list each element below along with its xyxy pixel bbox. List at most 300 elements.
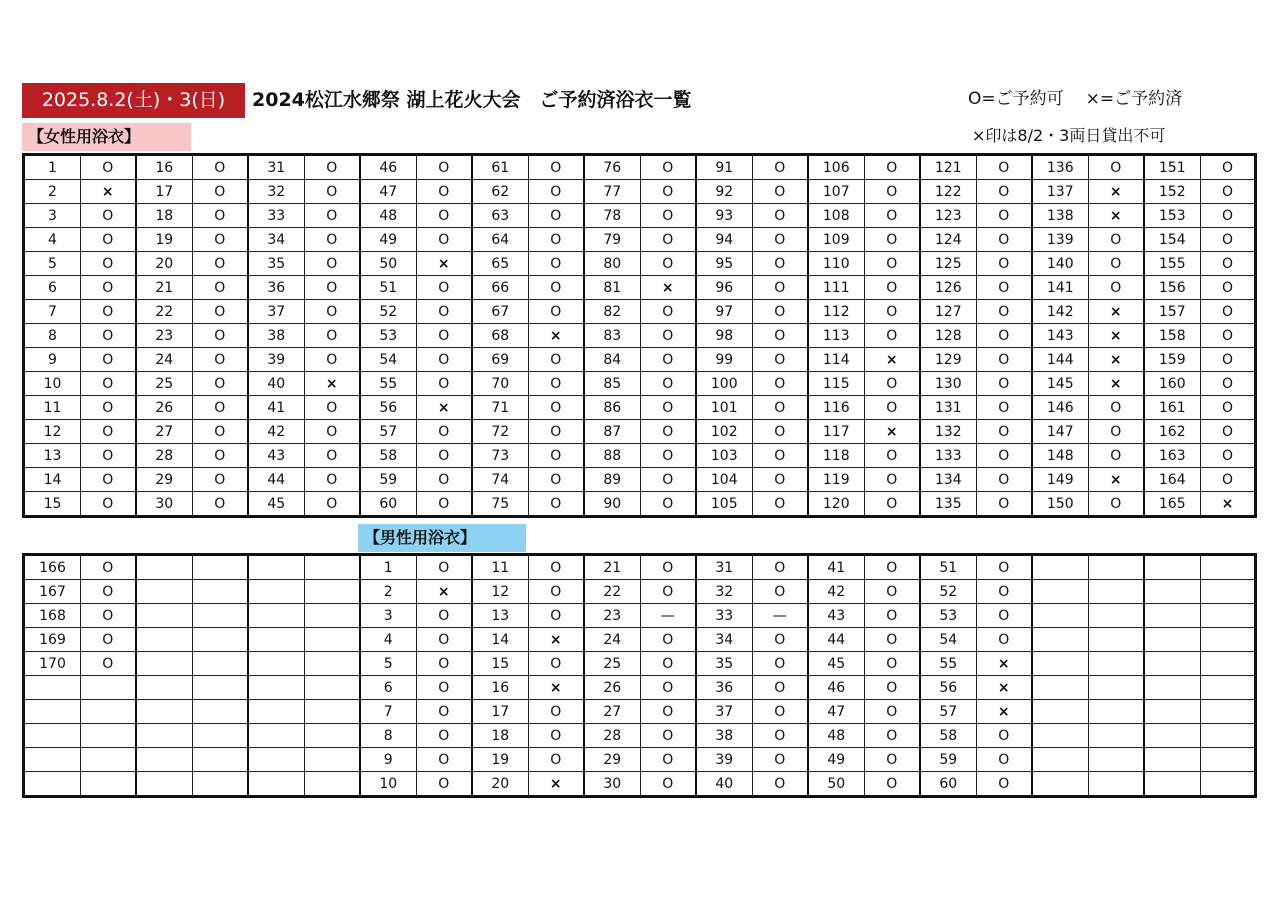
available-mark: O	[529, 604, 584, 628]
reserved-mark: ×	[977, 676, 1032, 700]
yukata-number: 16	[136, 155, 193, 180]
available-mark: O	[1089, 420, 1144, 444]
empty-cell	[248, 604, 305, 628]
yukata-number: 39	[696, 748, 753, 772]
empty-cell	[1089, 676, 1144, 700]
yukata-number: 45	[248, 492, 305, 517]
yukata-number: 28	[136, 444, 193, 468]
yukata-number: 8	[24, 324, 81, 348]
available-mark: O	[193, 444, 248, 468]
yukata-number: 36	[248, 276, 305, 300]
yukata-number: 49	[808, 748, 865, 772]
yukata-number: 23	[584, 604, 641, 628]
yukata-number: 107	[808, 180, 865, 204]
available-mark: O	[193, 300, 248, 324]
yukata-number: 138	[1032, 204, 1089, 228]
available-mark: O	[641, 772, 696, 797]
empty-cell	[136, 652, 193, 676]
yukata-number: 89	[584, 468, 641, 492]
yukata-number: 101	[696, 396, 753, 420]
yukata-number: 15	[472, 652, 529, 676]
yukata-number: 39	[248, 348, 305, 372]
yukata-number: 51	[920, 555, 977, 580]
yukata-number: 116	[808, 396, 865, 420]
yukata-number: 67	[472, 300, 529, 324]
yukata-number: 59	[920, 748, 977, 772]
yukata-number: 22	[136, 300, 193, 324]
available-mark: O	[753, 276, 808, 300]
empty-cell	[1144, 580, 1201, 604]
empty-cell	[193, 748, 248, 772]
yukata-number: 49	[360, 228, 417, 252]
yukata-number: 98	[696, 324, 753, 348]
empty-cell	[248, 772, 305, 797]
available-mark: O	[417, 772, 472, 797]
yukata-number: 90	[584, 492, 641, 517]
yukata-number: 154	[1144, 228, 1201, 252]
yukata-number: 26	[584, 676, 641, 700]
yukata-number: 64	[472, 228, 529, 252]
empty-cell	[1032, 628, 1089, 652]
available-mark: O	[417, 348, 472, 372]
yukata-number: 76	[584, 155, 641, 180]
available-mark: O	[81, 555, 136, 580]
available-mark: O	[305, 420, 360, 444]
empty-cell	[1089, 772, 1144, 797]
available-mark: O	[753, 676, 808, 700]
reserved-mark: ×	[1089, 324, 1144, 348]
yukata-number: 74	[472, 468, 529, 492]
yukata-number: 158	[1144, 324, 1201, 348]
reserved-mark: ×	[865, 420, 920, 444]
available-mark: O	[1089, 276, 1144, 300]
available-mark: O	[977, 772, 1032, 797]
available-mark: O	[977, 555, 1032, 580]
yukata-number: 118	[808, 444, 865, 468]
available-mark: O	[865, 468, 920, 492]
empty-cell	[248, 580, 305, 604]
available-mark: O	[81, 276, 136, 300]
empty-cell	[24, 700, 81, 724]
yukata-number: 93	[696, 204, 753, 228]
available-mark: O	[865, 700, 920, 724]
yukata-number: 18	[136, 204, 193, 228]
available-mark: O	[81, 580, 136, 604]
empty-cell	[193, 652, 248, 676]
yukata-number: 130	[920, 372, 977, 396]
available-mark: O	[305, 155, 360, 180]
available-mark: O	[865, 300, 920, 324]
no-item-mark: —	[753, 604, 808, 628]
empty-cell	[1144, 604, 1201, 628]
yukata-number: 44	[808, 628, 865, 652]
yukata-number: 162	[1144, 420, 1201, 444]
empty-cell	[305, 772, 360, 797]
empty-cell	[1089, 580, 1144, 604]
available-mark: O	[753, 724, 808, 748]
empty-cell	[1201, 772, 1256, 797]
available-mark: O	[81, 324, 136, 348]
available-mark: O	[753, 420, 808, 444]
empty-cell	[1144, 724, 1201, 748]
available-mark: O	[641, 372, 696, 396]
yukata-number: 55	[920, 652, 977, 676]
available-mark: O	[81, 372, 136, 396]
yukata-number: 109	[808, 228, 865, 252]
yukata-number: 56	[360, 396, 417, 420]
available-mark: O	[977, 748, 1032, 772]
yukata-number: 113	[808, 324, 865, 348]
available-mark: O	[977, 228, 1032, 252]
available-mark: O	[1089, 492, 1144, 517]
available-mark: O	[641, 555, 696, 580]
available-mark: O	[1201, 300, 1256, 324]
yukata-number: 170	[24, 652, 81, 676]
reserved-mark: ×	[529, 676, 584, 700]
yukata-number: 137	[1032, 180, 1089, 204]
yukata-number: 32	[696, 580, 753, 604]
yukata-number: 152	[1144, 180, 1201, 204]
reserved-mark: ×	[81, 180, 136, 204]
yukata-number: 1	[24, 155, 81, 180]
yukata-number: 131	[920, 396, 977, 420]
available-mark: O	[753, 580, 808, 604]
yukata-number: 13	[472, 604, 529, 628]
table-row	[24, 324, 1256, 348]
yukata-number: 167	[24, 580, 81, 604]
empty-cell	[1201, 724, 1256, 748]
yukata-number: 133	[920, 444, 977, 468]
available-mark: O	[81, 228, 136, 252]
empty-cell	[1032, 772, 1089, 797]
available-mark: O	[529, 492, 584, 517]
yukata-number: 45	[808, 652, 865, 676]
yukata-number: 119	[808, 468, 865, 492]
available-mark: O	[977, 724, 1032, 748]
empty-cell	[193, 628, 248, 652]
yukata-number: 66	[472, 276, 529, 300]
available-mark: O	[193, 276, 248, 300]
available-mark: O	[753, 700, 808, 724]
available-mark: O	[753, 348, 808, 372]
yukata-number: 106	[808, 155, 865, 180]
available-mark: O	[81, 348, 136, 372]
yukata-number: 168	[24, 604, 81, 628]
yukata-number: 15	[24, 492, 81, 517]
available-mark: O	[641, 468, 696, 492]
table-row	[24, 772, 1256, 797]
available-mark: O	[977, 420, 1032, 444]
available-mark: O	[977, 276, 1032, 300]
available-mark: O	[753, 652, 808, 676]
available-mark: O	[641, 396, 696, 420]
table-row	[24, 444, 1256, 468]
empty-cell	[248, 652, 305, 676]
yukata-number: 56	[920, 676, 977, 700]
available-mark: O	[305, 444, 360, 468]
available-mark: O	[417, 155, 472, 180]
available-mark: O	[193, 492, 248, 517]
available-mark: O	[417, 676, 472, 700]
yukata-number: 27	[136, 420, 193, 444]
yukata-number: 44	[248, 468, 305, 492]
yukata-number: 8	[360, 724, 417, 748]
available-mark: O	[417, 748, 472, 772]
yukata-number: 163	[1144, 444, 1201, 468]
available-mark: O	[305, 300, 360, 324]
yukata-number: 19	[136, 228, 193, 252]
empty-cell	[248, 748, 305, 772]
yukata-number: 81	[584, 276, 641, 300]
reserved-mark: ×	[417, 580, 472, 604]
empty-cell	[1032, 580, 1089, 604]
empty-cell	[1032, 652, 1089, 676]
yukata-number: 73	[472, 444, 529, 468]
available-mark: O	[305, 492, 360, 517]
available-mark: O	[1089, 252, 1144, 276]
available-mark: O	[865, 228, 920, 252]
available-mark: O	[977, 372, 1032, 396]
available-mark: O	[1201, 468, 1256, 492]
yukata-number: 20	[136, 252, 193, 276]
yukata-number: 43	[248, 444, 305, 468]
table-row	[24, 676, 1256, 700]
yukata-number: 12	[472, 580, 529, 604]
available-mark: O	[1201, 372, 1256, 396]
empty-cell	[81, 724, 136, 748]
available-mark: O	[305, 204, 360, 228]
yukata-number: 32	[248, 180, 305, 204]
table-row	[24, 724, 1256, 748]
yukata-number: 126	[920, 276, 977, 300]
yukata-number: 29	[136, 468, 193, 492]
available-mark: O	[1201, 204, 1256, 228]
table-row	[24, 628, 1256, 652]
empty-cell	[1089, 604, 1144, 628]
yukata-number: 9	[24, 348, 81, 372]
empty-cell	[1144, 772, 1201, 797]
available-mark: O	[753, 180, 808, 204]
yukata-number: 125	[920, 252, 977, 276]
yukata-number: 165	[1144, 492, 1201, 517]
available-mark: O	[81, 468, 136, 492]
empty-cell	[1144, 748, 1201, 772]
yukata-number: 52	[360, 300, 417, 324]
yukata-number: 50	[808, 772, 865, 797]
available-mark: O	[193, 396, 248, 420]
empty-cell	[1201, 604, 1256, 628]
yukata-number: 84	[584, 348, 641, 372]
available-mark: O	[529, 155, 584, 180]
empty-cell	[1201, 580, 1256, 604]
table-row	[24, 555, 1256, 580]
yukata-number: 20	[472, 772, 529, 797]
yukata-number: 28	[584, 724, 641, 748]
available-mark: O	[417, 324, 472, 348]
yukata-number: 111	[808, 276, 865, 300]
available-mark: O	[193, 180, 248, 204]
empty-cell	[24, 772, 81, 797]
empty-cell	[1144, 555, 1201, 580]
yukata-number: 58	[360, 444, 417, 468]
available-mark: O	[641, 652, 696, 676]
empty-cell	[193, 676, 248, 700]
yukata-number: 35	[696, 652, 753, 676]
empty-cell	[305, 628, 360, 652]
yukata-number: 169	[24, 628, 81, 652]
yukata-number: 150	[1032, 492, 1089, 517]
reserved-mark: ×	[641, 276, 696, 300]
empty-cell	[24, 724, 81, 748]
yukata-number: 31	[248, 155, 305, 180]
yukata-number: 51	[360, 276, 417, 300]
reserved-mark: ×	[529, 324, 584, 348]
available-mark: O	[865, 396, 920, 420]
available-mark: O	[1201, 420, 1256, 444]
available-mark: O	[641, 180, 696, 204]
empty-cell	[136, 555, 193, 580]
available-mark: O	[753, 772, 808, 797]
empty-cell	[24, 748, 81, 772]
yukata-number: 26	[136, 396, 193, 420]
available-mark: O	[865, 444, 920, 468]
yukata-number: 12	[24, 420, 81, 444]
yukata-number: 7	[24, 300, 81, 324]
available-mark: O	[865, 652, 920, 676]
available-mark: O	[417, 372, 472, 396]
available-mark: O	[753, 396, 808, 420]
yukata-number: 36	[696, 676, 753, 700]
available-mark: O	[193, 348, 248, 372]
yukata-number: 5	[24, 252, 81, 276]
yukata-number: 61	[472, 155, 529, 180]
yukata-number: 3	[360, 604, 417, 628]
available-mark: O	[1201, 180, 1256, 204]
yukata-number: 124	[920, 228, 977, 252]
empty-cell	[305, 748, 360, 772]
available-mark: O	[865, 628, 920, 652]
yukata-number: 57	[920, 700, 977, 724]
available-mark: O	[865, 252, 920, 276]
available-mark: O	[977, 468, 1032, 492]
empty-cell	[136, 676, 193, 700]
available-mark: O	[753, 468, 808, 492]
female-yukata-table	[22, 153, 1257, 518]
empty-cell	[1089, 724, 1144, 748]
yukata-number: 47	[360, 180, 417, 204]
available-mark: O	[865, 372, 920, 396]
reserved-mark: ×	[865, 348, 920, 372]
yukata-number: 92	[696, 180, 753, 204]
available-mark: O	[865, 204, 920, 228]
available-mark: O	[641, 300, 696, 324]
available-mark: O	[529, 348, 584, 372]
available-mark: O	[417, 724, 472, 748]
yukata-number: 1	[360, 555, 417, 580]
yukata-number: 22	[584, 580, 641, 604]
yukata-number: 57	[360, 420, 417, 444]
available-mark: O	[193, 252, 248, 276]
empty-cell	[81, 676, 136, 700]
yukata-number: 14	[24, 468, 81, 492]
available-mark: O	[641, 204, 696, 228]
yukata-number: 140	[1032, 252, 1089, 276]
available-mark: O	[753, 748, 808, 772]
available-mark: O	[753, 444, 808, 468]
available-mark: O	[977, 396, 1032, 420]
empty-cell	[193, 700, 248, 724]
yukata-number: 156	[1144, 276, 1201, 300]
empty-cell	[193, 580, 248, 604]
yukata-number: 96	[696, 276, 753, 300]
yukata-number: 141	[1032, 276, 1089, 300]
available-mark: O	[305, 396, 360, 420]
yukata-number: 53	[920, 604, 977, 628]
empty-cell	[305, 676, 360, 700]
available-mark: O	[753, 555, 808, 580]
table-row	[24, 420, 1256, 444]
available-mark: O	[641, 724, 696, 748]
yukata-number: 21	[584, 555, 641, 580]
empty-cell	[193, 772, 248, 797]
empty-cell	[248, 724, 305, 748]
bottom-yukata-table	[22, 553, 1257, 798]
available-mark: O	[865, 604, 920, 628]
yukata-number: 103	[696, 444, 753, 468]
unavailable-note: ×印は8/2・3両日貸出不可	[972, 126, 1166, 145]
empty-cell	[1089, 700, 1144, 724]
available-mark: O	[417, 652, 472, 676]
yukata-number: 127	[920, 300, 977, 324]
available-mark: O	[977, 492, 1032, 517]
available-mark: O	[865, 748, 920, 772]
available-mark: O	[1201, 252, 1256, 276]
yukata-number: 134	[920, 468, 977, 492]
table-row	[24, 300, 1256, 324]
legend	[968, 86, 1182, 112]
table-row	[24, 604, 1256, 628]
yukata-number: 33	[248, 204, 305, 228]
reserved-mark: ×	[305, 372, 360, 396]
available-mark: O	[529, 180, 584, 204]
reserved-mark: ×	[977, 700, 1032, 724]
available-mark: O	[1201, 444, 1256, 468]
available-mark: O	[641, 676, 696, 700]
empty-cell	[305, 604, 360, 628]
available-mark: O	[977, 252, 1032, 276]
available-mark: O	[417, 555, 472, 580]
empty-cell	[1032, 555, 1089, 580]
yukata-number: 60	[360, 492, 417, 517]
yukata-number: 91	[696, 155, 753, 180]
yukata-number: 63	[472, 204, 529, 228]
yukata-number: 10	[360, 772, 417, 797]
yukata-number: 17	[472, 700, 529, 724]
available-mark: O	[529, 420, 584, 444]
yukata-number: 34	[696, 628, 753, 652]
empty-cell	[1032, 676, 1089, 700]
yukata-number: 29	[584, 748, 641, 772]
available-mark: O	[1201, 276, 1256, 300]
available-mark: O	[865, 180, 920, 204]
yukata-number: 142	[1032, 300, 1089, 324]
yukata-number: 21	[136, 276, 193, 300]
available-mark: O	[81, 652, 136, 676]
available-mark: O	[193, 372, 248, 396]
available-mark: O	[753, 252, 808, 276]
yukata-number: 37	[696, 700, 753, 724]
available-mark: O	[81, 204, 136, 228]
